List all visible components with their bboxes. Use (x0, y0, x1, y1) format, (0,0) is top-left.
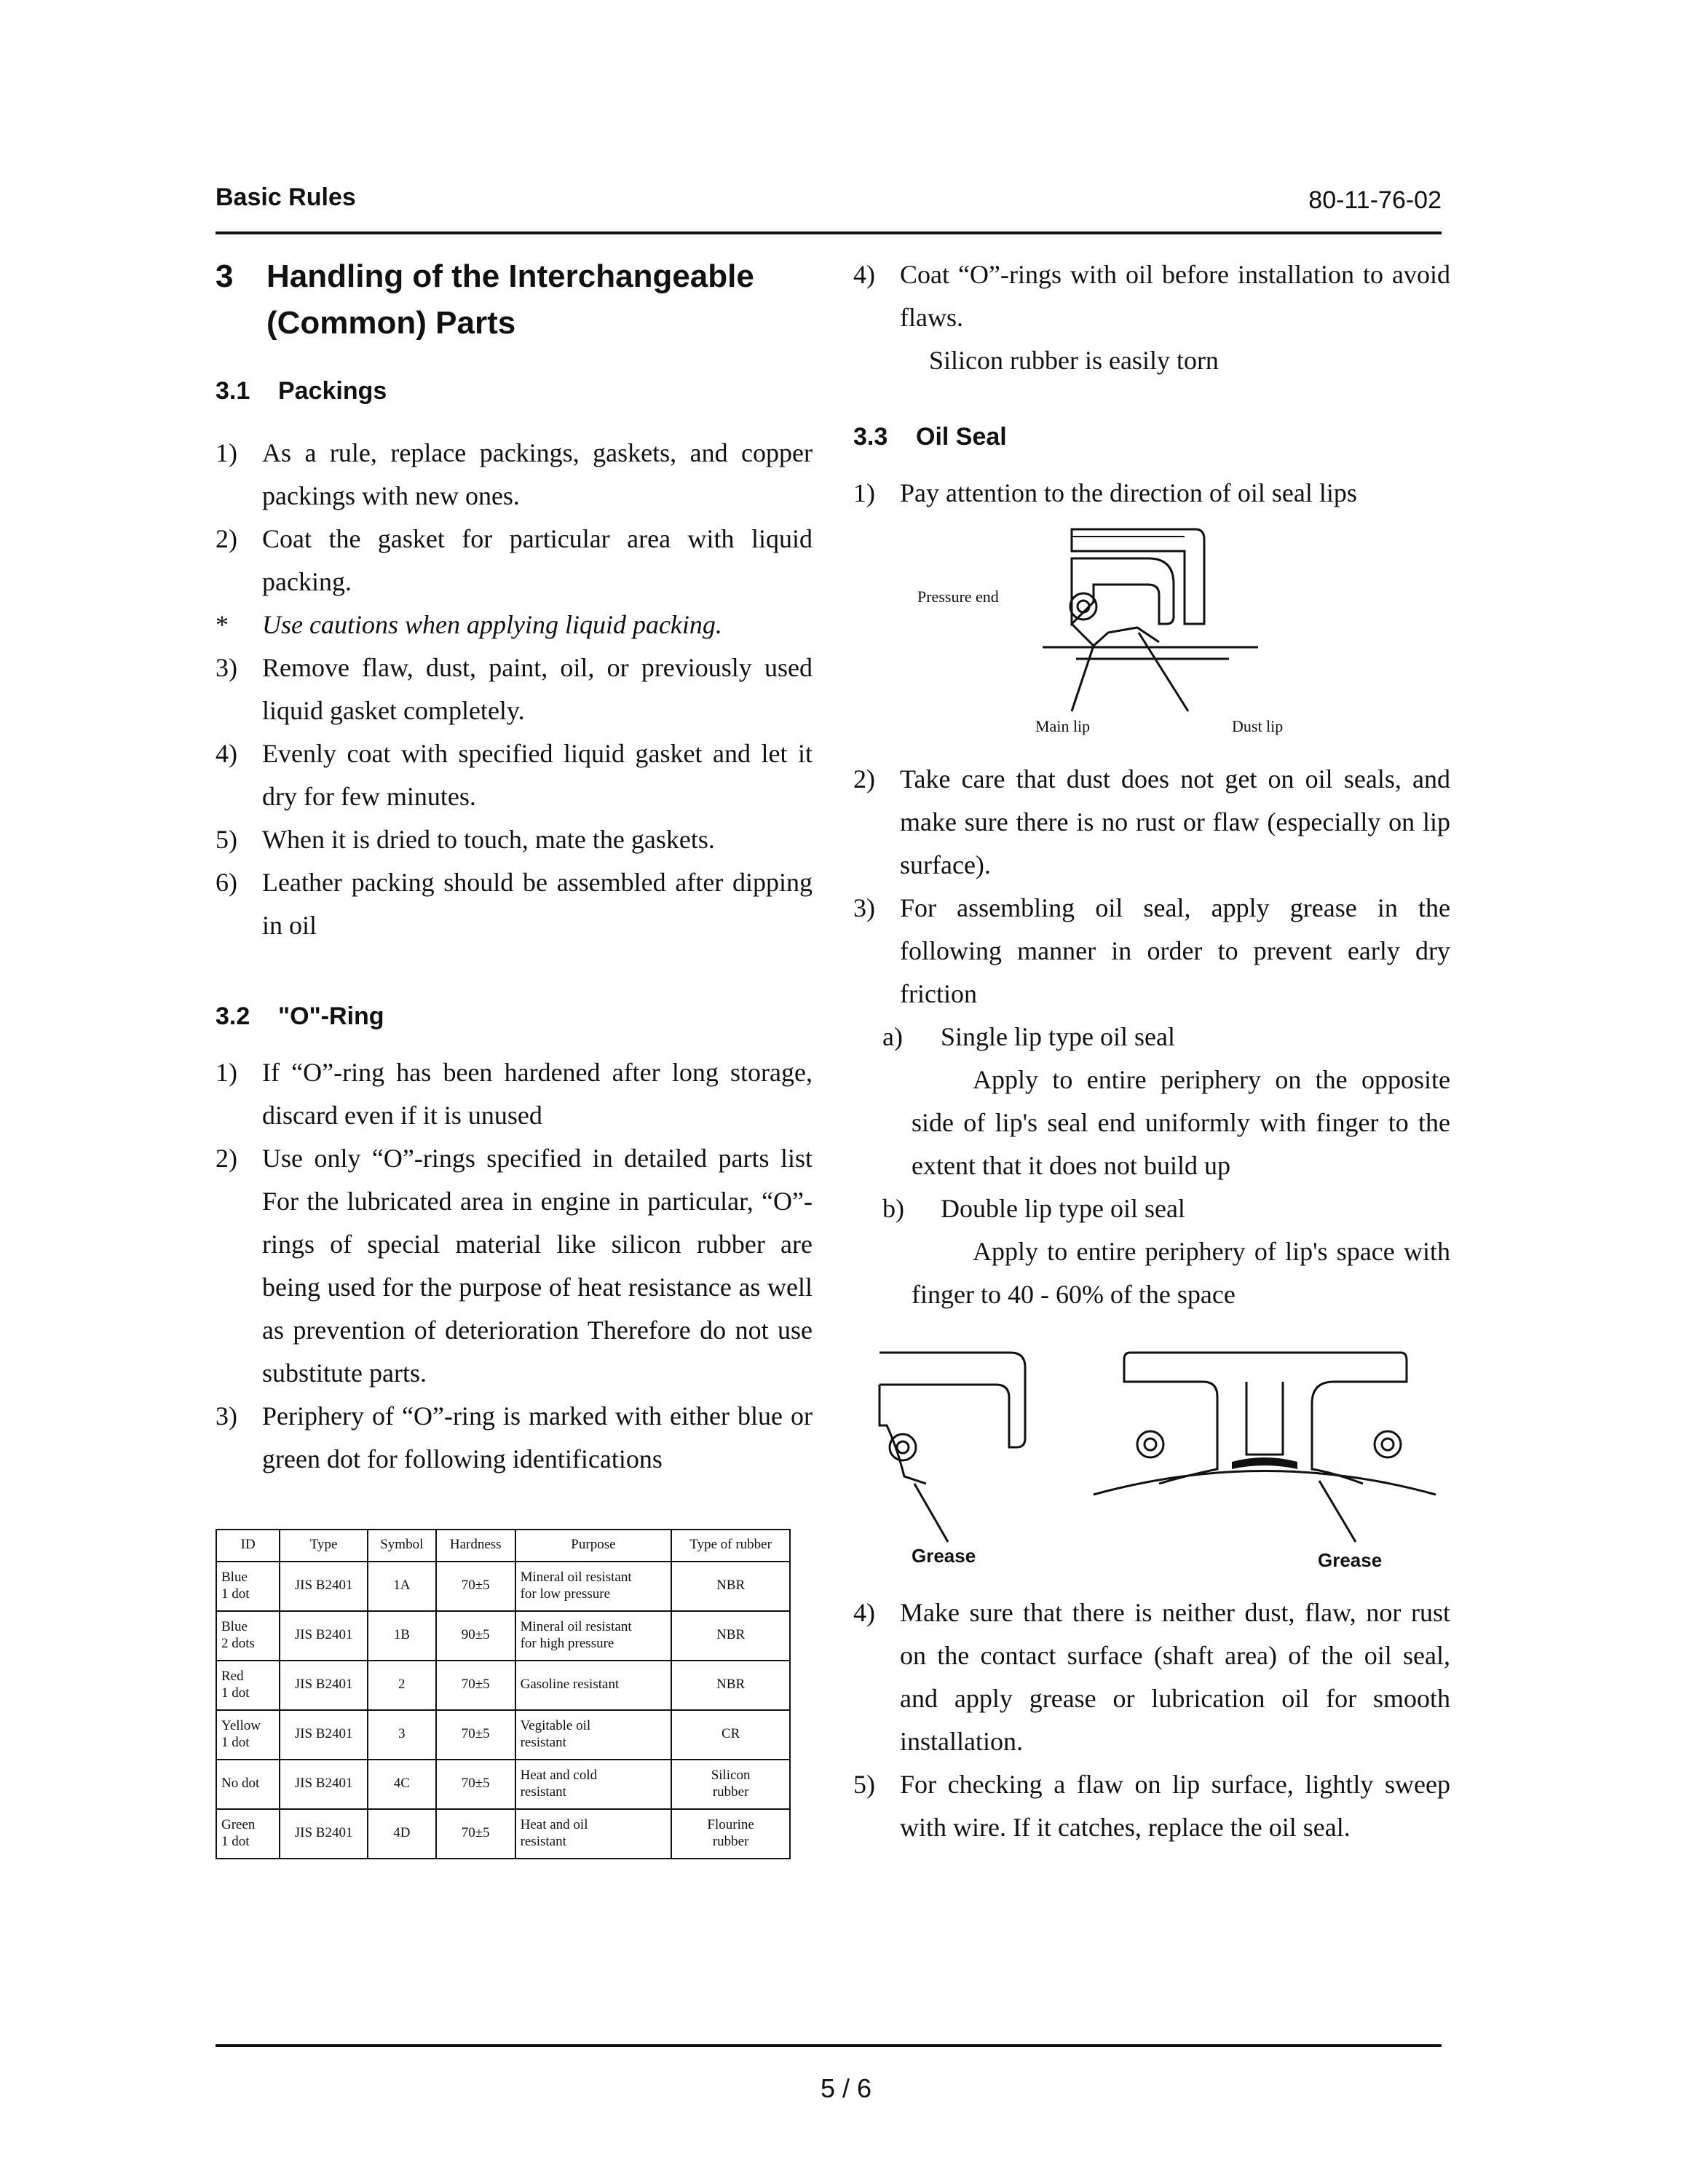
main-lip-label: Main lip (1035, 717, 1091, 735)
column-header: Hardness (436, 1530, 515, 1562)
footer-divider (216, 2044, 1442, 2047)
oil-seal-lip-figure (853, 515, 1450, 755)
subsection-number: 3.1 (216, 376, 250, 405)
subsection-heading-packings (216, 377, 813, 405)
subsection-title: Packings (278, 376, 387, 405)
subsection-heading-o-ring (216, 1002, 813, 1031)
right-column (853, 253, 1450, 1849)
column-header: Type (280, 1530, 367, 1562)
list-item: 1) As a rule, replace packings, gaskets, and copper packings with new ones. (216, 438, 813, 510)
table-row: Green 1 dot JIS B2401 4D 70±5 Heat and oil resistant Flourine rubber (216, 1809, 790, 1859)
oil-seal-items-2-3 (853, 758, 1450, 1316)
subsection-number: 3.3 (853, 423, 888, 451)
column-header: ID (216, 1530, 280, 1562)
table-row: Yellow 1 dot JIS B2401 3 70±5 Vegitable oil resistant CR (216, 1710, 790, 1760)
subsection-heading-oil-seal (853, 423, 1450, 451)
list-item: 2) Use only “O”-rings specified in detailed parts list For the lubricated area in engine in particular, “O”-rings of special material like silicon rubber are being used for the purpose of heat resistance as well as prevention of deterioration Therefore do not use substitute parts. (216, 1143, 813, 1388)
sub-item-description: Apply to entire periphery of lip's space with finger to 40 - 60% of the space (912, 1237, 1450, 1309)
oil-seal-item-1 (853, 472, 1450, 515)
list-item: 3) Periphery of “O”-ring is marked with either blue or green dot for following identifications (216, 1401, 813, 1473)
left-column (216, 253, 813, 1859)
dust-lip-label: Dust lip (1232, 717, 1284, 735)
page-number: 5 / 6 (820, 2073, 872, 2103)
sub-list-item: a) Single lip type oil seal (882, 1022, 1175, 1051)
caution-note: * Use cautions when applying liquid packing. (216, 609, 722, 639)
column-header: Type of rubber (671, 1530, 790, 1562)
table-row: Blue 2 dots JIS B2401 1B 90±5 Mineral oil resistant for high pressure NBR (216, 1611, 790, 1661)
list-item: 5) For checking a flaw on lip surface, lightly sweep with wire. If it catches, replace the oil seal. (853, 1770, 1450, 1842)
table-row: Blue 1 dot JIS B2401 1A 70±5 Mineral oil resistant for low pressure NBR (216, 1562, 790, 1611)
o-ring-list (216, 1051, 813, 1481)
list-item: 2) Coat the gasket for particular area with liquid packing. (216, 523, 813, 596)
list-item: 3) Remove flaw, dust, paint, oil, or previously used liquid gasket completely. (216, 652, 813, 725)
grease-label-double-lip: Grease (1318, 1549, 1383, 1571)
grease-application-figure (853, 1338, 1450, 1586)
section-number: 3 (216, 258, 234, 294)
column-header: Purpose (515, 1530, 672, 1562)
section-heading (216, 253, 813, 347)
section-title-line1: Handling of the Interchangeable (266, 258, 754, 294)
list-item: 4) Make sure that there is neither dust, flaw, nor rust on the contact surface (shaft area) of the oil seal, and apply grease or lubrication oil for smooth installation. (853, 1598, 1450, 1756)
list-item: 1) If “O”-ring has been hardened after long storage, discard even if it is unused (216, 1057, 813, 1130)
sub-list-item: b) Double lip type oil seal (882, 1194, 1185, 1223)
list-item: 4) Evenly coat with specified liquid gasket and let it dry for few minutes. (216, 738, 813, 811)
oil-seal-cross-section-illustration (853, 515, 1450, 755)
list-item: 3) For assembling oil seal, apply grease in the following manner in order to prevent early dry friction (853, 893, 1450, 1008)
list-item: 4) Coat “O”-rings with oil before installation to avoid flaws. (853, 260, 1450, 332)
oil-seal-items-4-5 (853, 1591, 1450, 1849)
section-title-line2: (Common) Parts (266, 304, 516, 341)
list-item: 1) Pay attention to the direction of oil seal lips (853, 478, 1357, 507)
list-item: 6) Leather packing should be assembled after dipping in oil (216, 867, 813, 940)
list-item: 2) Take care that dust does not get on oil seals, and make sure there is no rust or flaw (especially on lip surface). (853, 764, 1450, 879)
sub-item-description: Apply to entire periphery on the opposite side of lip's seal end uniformly with finger to the extent that it does not build up (912, 1065, 1450, 1180)
document-number: 80-11-76-02 (1308, 186, 1442, 214)
o-ring-note: Silicon rubber is easily torn (929, 346, 1219, 375)
header-title: Basic Rules (216, 183, 356, 211)
subsection-number: 3.2 (216, 1002, 250, 1030)
subsection-title: Oil Seal (916, 423, 1007, 451)
subsection-title: "O"-Ring (278, 1002, 384, 1030)
table-row: Red 1 dot JIS B2401 2 70±5 Gasoline resistant NBR (216, 1661, 790, 1710)
grease-label-single-lip: Grease (912, 1545, 976, 1567)
pressure-end-label: Pressure end (917, 587, 999, 606)
table-header-row (216, 1530, 790, 1562)
list-item: 5) When it is dried to touch, mate the gaskets. (216, 824, 715, 854)
header-divider (216, 232, 1442, 234)
o-ring-identification-table (216, 1529, 791, 1859)
table-row: No dot JIS B2401 4C 70±5 Heat and cold resistant Silicon rubber (216, 1760, 790, 1809)
packings-list (216, 432, 813, 947)
column-header: Symbol (368, 1530, 436, 1562)
